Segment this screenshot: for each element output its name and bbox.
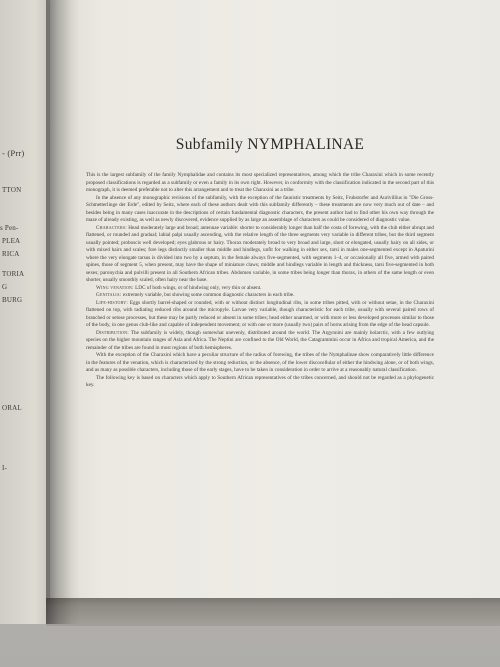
paragraph-lead: Characters: <box>96 224 127 231</box>
body-text <box>86 172 434 390</box>
left-page-fragment: PLEA <box>2 237 21 245</box>
paragraph <box>86 285 434 293</box>
paragraph-lead: Genitalia: <box>96 292 122 298</box>
left-page-fragment: s Pen- <box>0 224 19 232</box>
paragraph <box>86 292 434 300</box>
left-page-fragment: - (Prr) <box>2 148 25 158</box>
page-title: Subfamily NYMPHALINAE <box>175 136 365 153</box>
paragraph <box>86 195 434 225</box>
paragraph <box>86 330 434 353</box>
left-page-fragment: BURG <box>2 296 23 304</box>
paragraph-text: LDC of both wings, or of hindwing only, very thin or absent. <box>135 284 262 291</box>
paragraph-lead: Wing venation: <box>96 284 134 291</box>
paragraph-text: The following key is based on characters which apply to Southern African representatives of the tribes concerned, and should not be regarded as a phylogenetic key. <box>86 374 434 388</box>
paragraph <box>86 352 434 375</box>
left-page-fragment: ORAL <box>2 404 22 412</box>
left-page-fragment: RICA <box>2 250 20 258</box>
paragraph-text: Eggs shortly barrel-shaped or rounded, with or without distinct longitudinal ribs, in some tribes pitted, with or without setae, in the Charaxini flattened on top, with radiating reduced ribs around the micropyle. Larvae very variable, though characteristic for each tribe, usually with several paired rows of branched or setose processes, but these may be partly reduced or absent in some tribes; head either unarmed, or with more or less developed processes similar to those of the body, in one genus club-like and capable of independent movement; or with one or more (usually two) pairs of horns arising from the edge of the head capsule. <box>86 299 434 328</box>
paragraph-text: extremely variable, but showing some common diagnostic characters in each tribe. <box>122 292 295 298</box>
paragraph <box>86 375 434 390</box>
paragraph <box>86 225 434 285</box>
left-page-fragment: G <box>2 283 8 291</box>
left-page-fragment: TORIA <box>2 270 25 278</box>
left-page-fragment: TTON <box>2 186 22 194</box>
paragraph-text: This is the largest subfamily of the family Nymphalidae and contains its most specialized representatives, among which the tribe Charaxini which in some recently proposed classifications is regarded as a subfamily or even a family in its own right. However, in conformity with the classification indicated in the second part of this monograph, it is deemed preferable not to alter this arrangement and to treat the Charaxini as a tribe. <box>86 172 434 193</box>
paragraph-text: In the absence of any monographic revisions of the subfamily, with the exception of the faunistic treatments by Seitz, Fruhstorfer and Aurivillius in "Die Gross-Schmetterlinge der Erde", edited by Seitz, where each of these authors dealt with this subfamily differently – these treatments are now very much out of date – and besides being in many cases inaccurate in the descriptions of certain fundamental diagnostic characters, the present author had to find other his own way through the maze of already existing, as well as newly discovered, evidence supplied by as large an assemblage of characters as could be considered of diagnostic value. <box>86 194 434 223</box>
paragraph-text: With the exception of the Charaxini which have a peculiar structure of the radius of forewing, the tribes of the Nymphalinae show comparatively little difference in the features of the venation, which is characterized by the strong reduction, or the absence, of the lower discocellular of either the hindwing alone, or of both wings, and as many as possible characters, including those of the early stages, have to be taken in consideration in order to arrive at a reasonably natural classification. <box>86 352 434 373</box>
left-facing-page <box>0 0 50 624</box>
left-page-fragment: I- <box>2 464 8 472</box>
paragraph-text: The subfamily is widely, though somewhat unevenly, distributed around the world. The Argynnini are mainly holarctic, with a few outlying species on the higher mountain ranges of Asia and Africa. The Neptini are confined to the Old World, the Catagrammini occur in Africa and tropical America, and the remainder of the tribes are found in most regions of both hemispheres. <box>86 329 435 351</box>
book-spine-shadow <box>46 0 80 624</box>
paragraph-text: Head moderately large and broad; antennae variable: shorter to considerably longer than half the costa of forewing, with the club either abrupt and flattened, or rounded and gradual; labial palpi usually ascending, with the relative length of the three segments very variable in different tribes, but the third segment usually pointed; proboscis well developed; eyes glabrous or hairy. Thorax moderately broad to very broad and large, short or elongated, usually hairy on all sides, or with mixed hairs and scales; fore legs distinctly smaller than middle and hindlegs, unfit for walking in either sex, tarsi in males one-segmented except in Apaturini where the very elongate tarsus is divided into two by a septum, in the female always five-segmented, with segments 1–4, or occasionally all five, armed with paired spines, those of segment 5, when present, may have the shape of miniature claws; middle and hindlegs variable in length and thickness, tarsi five-segmented in both sexes; paronychia and pulvilli present in all Southern African tribes. Abdomen variable, in some tribes being longer than thorax, in others of the same length or even shorter, usually smoothly scaled, often hairy near the base. <box>86 224 435 283</box>
paragraph-lead: Distribution: <box>96 329 129 336</box>
paragraph-lead: Life-history: <box>96 299 128 306</box>
paragraph <box>86 172 434 195</box>
book-page-stack-edge <box>46 598 500 626</box>
paragraph <box>86 300 434 330</box>
